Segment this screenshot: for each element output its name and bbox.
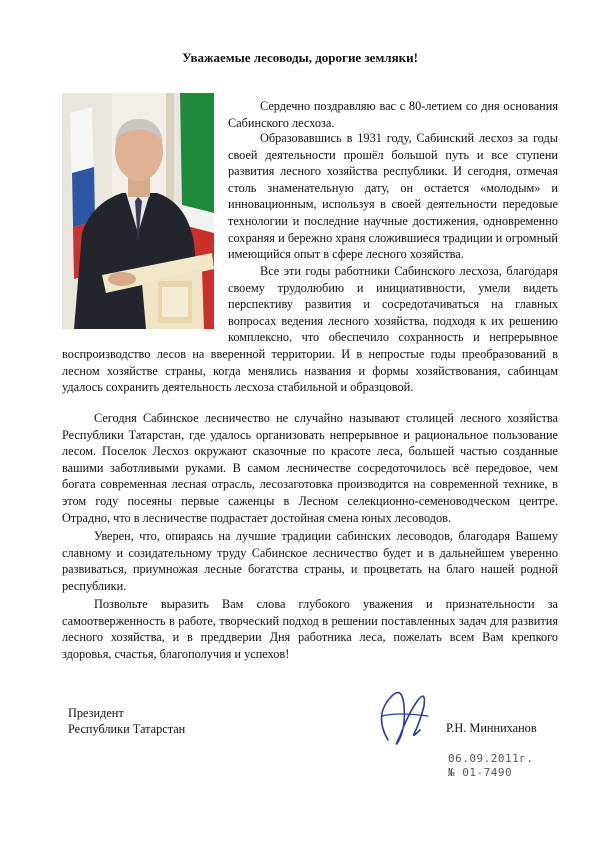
position-line-1: Президент <box>68 706 124 720</box>
registration-stamp <box>448 752 533 780</box>
paragraph-5: Уверен, что, опираясь на лучшие традиции сабинских лесоводов, благодаря Вашему славному и созидательному труду Сабинское лесничество будет и в дальнейшем уверенно развиваться, приумножая лесные богатства страны, и процветать на благо нашей родной республики. <box>62 529 558 593</box>
position-line-2: Республики Татарстан <box>68 722 186 736</box>
paragraph-6: Позвольте выразить Вам слова глубокого уважения и признательности за самоотверженность в работе, творческий подход в решении поставленных задач для развития лесного хозяйства, и в преддверии Дня работника леса, пожелать всем Вам крепкого здоровья, счастья, благополучия и успехов! <box>62 597 558 661</box>
signatory-position <box>68 705 185 737</box>
paragraph-4: Сегодня Сабинское лесничество не случайно называют столицей лесного хозяйства Республики Татарстан, где удалось организовать непрерывное и рациональное пользование лесом. Поселок Лесхоз окружают сказочные по красоте леса, большей частью созданные вашими заботливыми руками. В самом лесничестве сосредоточилось всё передовое, чем богата современная лесная отрасль, лесозаготовка производится на современной технике, в этом году посеяны первые саженцы в Лесном селекционно-семеноводческом центре. Отрадно, что в лесничестве подрастает достойная смена юных лесоводов. <box>62 411 558 525</box>
paragraph-1: Сердечно поздравляю вас с 80-летием со дня основания Сабинского лесхоза. <box>228 99 558 130</box>
handwritten-signature <box>368 676 444 752</box>
document-date: 06.09.2011г. <box>448 752 534 765</box>
page-title: Уважаемые лесоводы, дорогие земляки! <box>182 50 418 65</box>
signatory-name: Р.Н. Минниханов <box>446 721 537 735</box>
paragraph-3-text: Все эти годы работники Сабинского лесхоза, благодаря своему трудолюбию и инициативности, умели видеть перспективу развития и сосредотачиваться на главных вопросах ведения лесного хозяйства, подходя к их решению комплексно, что обеспечило сохранность и непрерывное воспроизводство лесов на вверенной территории. И в непростые годы преобразований в лесном хозяйстве страны, когда менялись названия и формы хозяйствования, сабинцам удалось сохранить деятельность лесхоза стабильной и образцовой. <box>62 264 558 395</box>
paragraph-2: Образовавшись в 1931 году, Сабинский лесхоз за годы своей деятельности прошёл большой путь и все ступени развития лесного хозяйства республики. И сегодня, отмечая столь знаменательную дату, он остается «молодым» и инновационным, используя в своей деятельности передовые технологии и последние научные достижения, одновременно сохраняя и бережно храня сложившиеся традиции и огромный имеющийся опыт в сфере лесного хозяйства. <box>228 131 558 262</box>
paragraph-3 <box>62 263 558 396</box>
document-number: № 01-7490 <box>448 766 513 779</box>
